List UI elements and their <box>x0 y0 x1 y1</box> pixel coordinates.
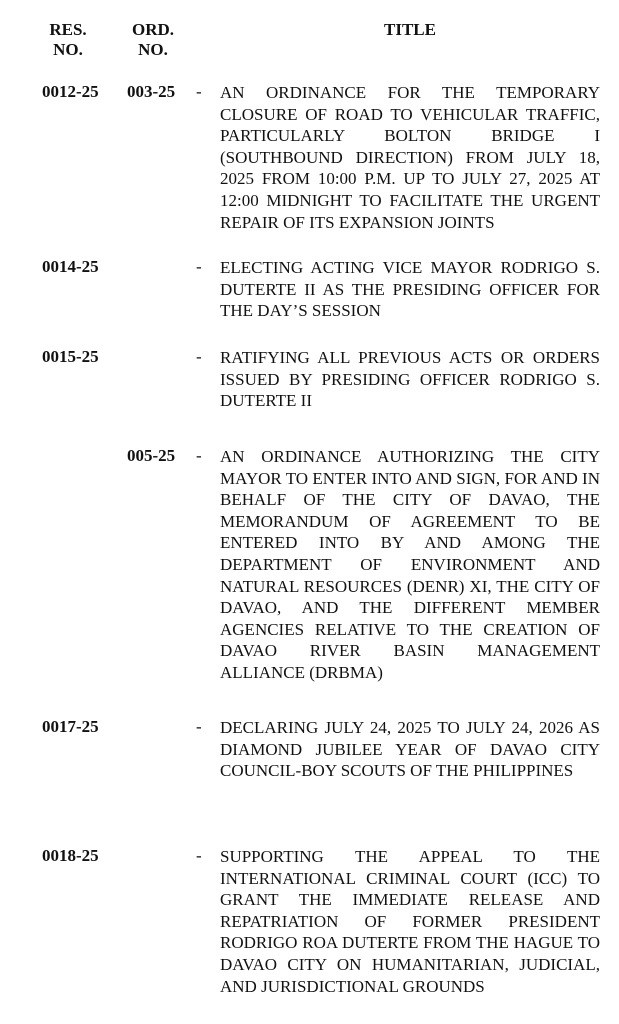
entry-dash: - <box>196 717 202 736</box>
res-number: 0017-25 <box>42 717 99 736</box>
entry-title: RATIFYING ALL PREVIOUS ACTS OR ORDERS ISSUED BY PRESIDING OFFICER RODRIGO S. DUTERTE II <box>220 348 600 411</box>
entry-title: AN ORDINANCE FOR THE TEMPORARY CLOSURE OF ROAD TO VEHICULAR TRAFFIC, PARTICULARLY BOLTON BRIDGE I (SOUTHBOUND DIRECTION) FROM JULY 18, 2025 FROM 10:00 P.M. UP TO JULY 27, 2025 AT 12:00 MIDNIGHT TO FACILITATE THE URGENT REPAIR OF ITS EXPANSION JOINTS <box>220 83 600 232</box>
entry-dash: - <box>196 846 202 865</box>
res-number: 0015-25 <box>42 347 99 366</box>
header-ord-no: ORD. NO. <box>131 20 175 59</box>
ord-number: 005-25 <box>127 446 176 465</box>
entry-title: SUPPORTING THE APPEAL TO THE INTERNATIONAL CRIMINAL COURT (ICC) TO GRANT THE IMMEDIATE RELEASE AND REPATRIATION OF FORMER PRESIDENT RODRIGO ROA DUTERTE FROM THE HAGUE TO DAVAO CITY ON HUMANITARIAN, JUDICIAL, AND JURISDICTIONAL GROUNDS <box>220 847 600 996</box>
ord-number: 003-25 <box>127 82 176 101</box>
entry-dash: - <box>196 446 202 465</box>
entry-title: ELECTING ACTING VICE MAYOR RODRIGO S. DUTERTE II AS THE PRESIDING OFFICER FOR THE DAY’S SESSION <box>220 258 600 321</box>
entry-title: DECLARING JULY 24, 2025 TO JULY 24, 2026 AS DIAMOND JUBILEE YEAR OF DAVAO CITY COUNCIL-BOY SCOUTS OF THE PHILIPPINES <box>220 718 600 781</box>
res-number: 0018-25 <box>42 846 99 865</box>
header-title: TITLE <box>384 20 436 39</box>
res-number: 0014-25 <box>42 257 99 276</box>
entry-dash: - <box>196 257 202 276</box>
header-res-no: RES. NO. <box>49 20 87 59</box>
res-number: 0012-25 <box>42 82 99 101</box>
entry-dash: - <box>196 347 202 366</box>
entry-title: AN ORDINANCE AUTHORIZING THE CITY MAYOR TO ENTER INTO AND SIGN, FOR AND IN BEHALF OF THE CITY OF DAVAO, THE MEMORANDUM OF AGREEMENT TO BE ENTERED INTO BY AND AMONG THE DEPARTMENT OF ENVIRONMENT AND NATURAL RESOURCES (DENR) XI, THE CITY OF DAVAO, AND THE DIFFERENT MEMBER AGENCIES RELATIVE TO THE CREATION OF DAVAO RIVER BASIN MANAGEMENT ALLIANCE (DRBMA) <box>220 447 600 682</box>
entry-dash: - <box>196 82 202 101</box>
